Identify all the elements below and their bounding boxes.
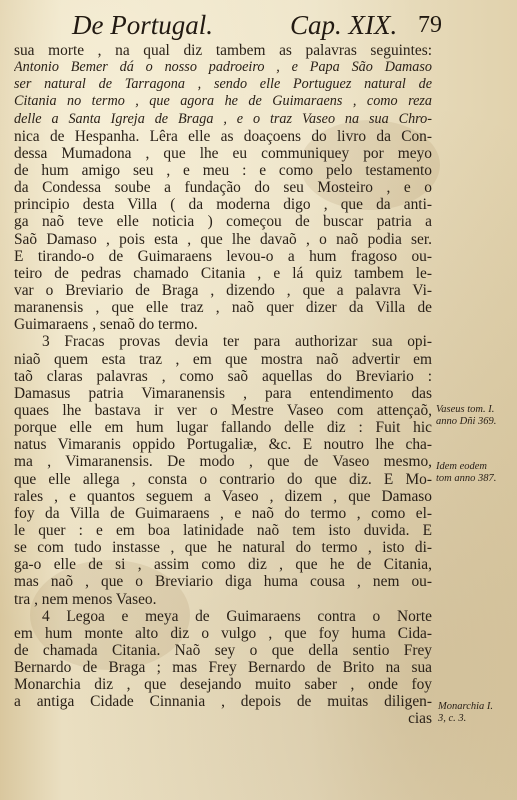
text-line: se com tudo instasse , que he natural do termo , isto di- (14, 539, 432, 557)
margin-note: Vaseus tom. I. (436, 404, 495, 415)
text-line: nica de Hespanha. Lêra elle as doaçoens do livro da Con- (14, 127, 432, 145)
text-line: Monarchia diz , que desejando muito saber , onde foy (14, 676, 432, 694)
text-line: ser natural de Tarragona , sendo elle Portuguez natural de (14, 76, 432, 93)
text-line: mas naõ , que o Breviario diga huma cousa , nem ou- (14, 573, 432, 591)
text-line: teiro de pedras chamado Citania , e lá quiz tambem le- (14, 264, 432, 282)
margin-note: Idem eodem (436, 461, 488, 472)
text-line: Antonio Bemer dá o nosso padroeiro , e Papa São Damaso (14, 59, 432, 76)
margin-note: tom anno 387. (436, 473, 497, 484)
text-line: Guimaraens , senaõ do termo. (14, 316, 198, 334)
text-line: Damasus patria Vimaranensis , para entendimento das (14, 384, 432, 402)
text-line: ma , Vimaranensis. De modo , que de Vaseo mesmo, (14, 453, 432, 471)
text-line: delle a Santa Igreja de Braga , e o traz Vaseo na sua Chro- (14, 110, 432, 127)
text-line: em hum monte alto diz o vulgo , que foy huma Cida- (14, 624, 432, 642)
text-line: de chamada Citania. Naõ sey o que della sentio Frey (14, 641, 432, 659)
text-line: da Condessa soube a fundação do seu Mosteiro , e o (14, 179, 432, 197)
text-line: principio desta Villa ( da moderna digo , que da anti- (14, 196, 432, 214)
text-line: natus Vimaranis oppido Portugaliæ, &c. E noutro lhe cha- (14, 436, 432, 454)
text-line: Saõ Damaso , pois esta , que lhe davaõ , o naõ podia ser. (14, 230, 432, 248)
margin-note: Monarchia I. (438, 701, 494, 712)
text-line: le quer : e em boa latinidade naõ tem isto duvida. E (14, 521, 432, 539)
catchword: cias (408, 710, 432, 728)
paragraph-start-line: 3 Fracas provas devia ter para authorizar sua opi- (42, 333, 432, 351)
text-line: var o Breviario de Braga , dizendo , que a palavra Vi- (14, 281, 432, 299)
text-line: de hum amigo seu , e meu : e como pelo testamento (14, 161, 432, 179)
text-line: ga naõ teve elle noticia ) começou de buscar patria a (14, 213, 432, 231)
text-line: a antiga Cidade Cinnania , depois de muitas diligen- (14, 693, 432, 711)
text-line: niaõ quem esta traz , em que mostra naõ advertir em (14, 350, 432, 368)
text-line: Bernardo de Braga ; mas Frey Bernardo de Brito na sua (14, 659, 432, 677)
chapter-label: Cap. XIX. (290, 10, 398, 40)
text-line: Citania no termo , que agora he de Guimaraens , como reza (14, 93, 432, 110)
text-line: rales , e quantos seguem a Vaseo , dizem , que Damaso (14, 487, 432, 505)
margin-note: 3, c. 3. (438, 713, 467, 724)
text-line: ga-o elle de si , assim como diz , que he de Citania, (14, 556, 432, 574)
margin-note: anno Dñi 369. (436, 416, 497, 427)
paragraph-start-line: 4 Legoa e meya de Guimaraens contra o Norte (42, 607, 432, 625)
text-line: dessa Mumadona , que lhe eu communiquey por meyo (14, 144, 432, 162)
text-line: quaes lhe bastava ir ver o Mestre Vaseo com attençaõ, (14, 401, 432, 419)
text-line: que elle allega , consta o contrario do que diz. E Mo- (14, 470, 432, 488)
running-title: De Portugal. (72, 10, 213, 40)
text-line: taõ claras palavras , como saõ aquellas do Breviario : (14, 367, 432, 385)
text-line: maranensis , que elle traz , naõ quer dizer da Villa de (14, 299, 432, 317)
page-header (72, 6, 442, 44)
page-number: 79 (418, 12, 442, 38)
text-line: porque elle em hum lugar fallando delle diz : Fuit hic (14, 419, 432, 437)
text-line: E tirando-o de Guimaraens levou-o a hum fragoso ou- (14, 247, 432, 265)
text-line: sua morte , na qual diz tambem as palavras seguintes: (14, 42, 432, 59)
text-line: foy da Villa de Guimaraens , e naõ do termo , como el- (14, 504, 432, 522)
body-text (14, 42, 432, 728)
text-line: tra , nem menos Vaseo. (14, 590, 157, 608)
